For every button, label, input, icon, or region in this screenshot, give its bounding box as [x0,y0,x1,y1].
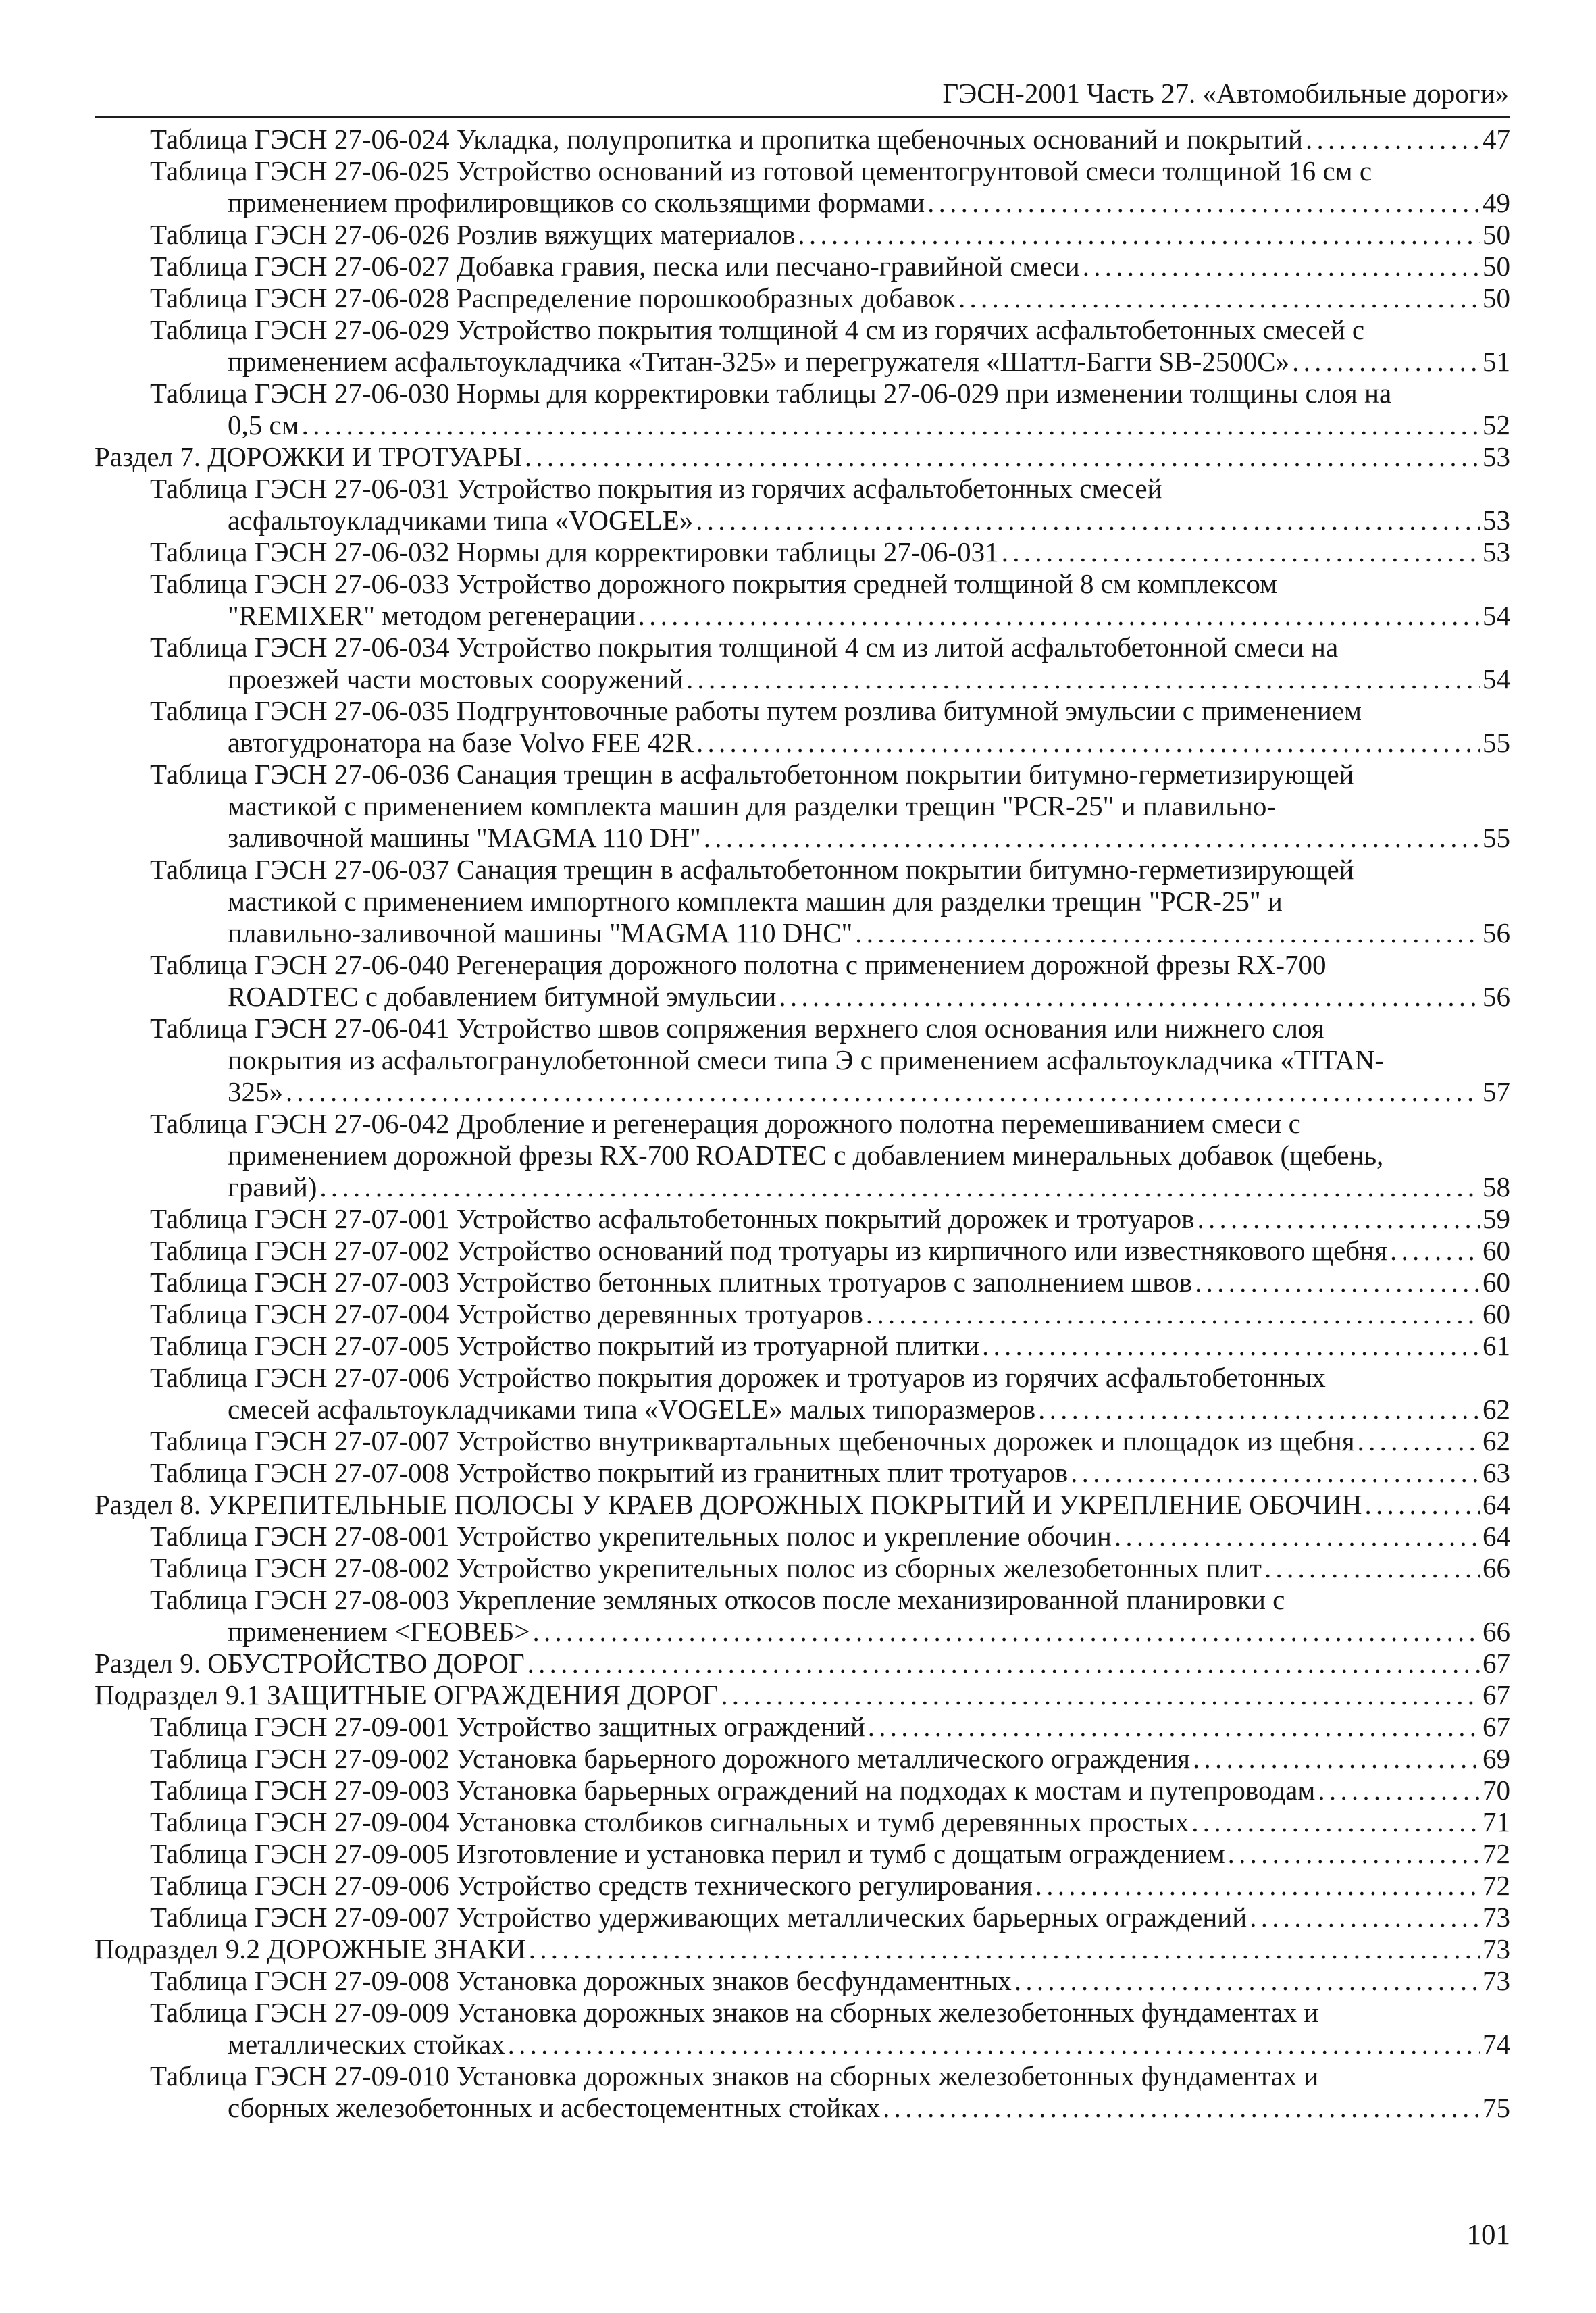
toc-entry-title: Таблица ГЭСН 27-06-024 Укладка, полупропитка и пропитка щебеночных оснований и покрытий [150,124,1303,155]
toc-table-entry[interactable] [0,759,1596,854]
header-rule [95,116,1510,118]
toc-page-number: 56 [1483,917,1510,948]
toc-entry-title: применением асфальтоукладчика «Титан-325» и перегружателя «Шаттл-Багги SB-2500С» [228,346,1290,377]
dot-leader [958,282,1480,314]
toc-page-number: 71 [1483,1806,1510,1837]
toc-table-entry[interactable] [0,1743,1596,1775]
dot-leader [696,727,1480,759]
toc-entry-line [228,1394,1510,1425]
toc-table-entry[interactable] [0,695,1596,759]
toc-entry-line [228,917,1510,949]
toc-table-entry[interactable] [0,1838,1596,1870]
toc-page-number: 50 [1483,282,1510,313]
toc-entry-line [150,1965,1510,1997]
toc-entry-title: Раздел 9. ОБУСТРОЙСТВО ДОРОГ [95,1648,525,1679]
dot-leader [927,187,1480,219]
toc-page-number: 62 [1483,1394,1510,1425]
toc-section-entry[interactable] [0,1933,1596,1965]
toc-table-entry[interactable] [0,282,1596,314]
toc-page-number: 72 [1483,1838,1510,1869]
toc-entry-line: Таблица ГЭСН 27-06-037 Санация трещин в асфальтобетонном покрытии битумно-герметизирующей [150,854,1354,885]
toc-page-number: 75 [1483,2092,1510,2123]
toc-entry-title: Таблица ГЭСН 27-07-003 Устройство бетонных плитных тротуаров с заполнением швов [150,1267,1193,1298]
toc-entry-title: Таблица ГЭСН 27-09-006 Устройство средств технического регулирования [150,1870,1033,1901]
toc-table-entry[interactable] [0,1711,1596,1743]
toc-entry-title: плавильно-заливочной машины "MAGMA 110 DHC" [228,917,853,948]
toc-entry-title: Раздел 7. ДОРОЖКИ И ТРОТУАРЫ [95,441,522,472]
toc-page-number: 60 [1483,1235,1510,1266]
toc-section-entry[interactable] [0,1679,1596,1711]
toc-table-entry[interactable] [0,473,1596,536]
dot-leader [704,822,1480,854]
dot-leader [286,1076,1480,1108]
toc-entry-line: мастикой с применением импортного комплекта машин для разделки трещин "PCR-25" и [228,886,1283,917]
toc-page-number: 55 [1483,822,1510,853]
toc-table-entry[interactable] [0,1267,1596,1298]
toc-entry-title: Таблица ГЭСН 27-09-001 Устройство защитных ограждений [150,1711,865,1742]
dot-leader [302,409,1480,441]
toc-entry-title: "REMIXER" методом регенерации [228,600,636,631]
dot-leader [721,1679,1480,1711]
toc-page-number: 73 [1483,1902,1510,1933]
toc-entry-title: Таблица ГЭСН 27-09-008 Установка дорожных знаков бесфундаментных [150,1965,1012,1996]
toc-entry-line: Таблица ГЭСН 27-06-025 Устройство оснований из готовой цементогрунтовой смеси толщиной 16 см с [150,155,1372,186]
toc-table-entry[interactable] [0,1298,1596,1330]
toc-entry-line [150,1806,1510,1838]
dot-leader [1358,1425,1480,1457]
toc-entry-title: 0,5 см [228,409,299,440]
toc-entry-line [150,1203,1510,1235]
dot-leader [319,1171,1480,1203]
toc-page-number: 64 [1483,1521,1510,1552]
dot-leader [868,1711,1480,1743]
toc-entry-line [228,600,1510,632]
toc-table-entry[interactable] [0,1521,1596,1552]
toc-entry-line: Таблица ГЭСН 27-06-036 Санация трещин в асфальтобетонном покрытии битумно-герметизирующей [150,759,1354,790]
toc-entry-line [150,1267,1510,1298]
toc-entry-title: Подраздел 9.2 ДОРОЖНЫЕ ЗНАКИ [95,1933,526,1964]
dot-leader [1014,1965,1480,1997]
toc-entry-line: Таблица ГЭСН 27-09-010 Установка дорожных знаков на сборных железобетонных фундаментах и [150,2060,1319,2091]
toc-page-number: 70 [1483,1775,1510,1806]
toc-table-entry[interactable] [0,1425,1596,1457]
toc-entry-line: покрытия из асфальтогранулобетонной смеси типа Э с применением асфальтоукладчика «TITAN- [228,1044,1385,1075]
toc-entry-line [228,346,1510,378]
toc-table-entry[interactable] [0,1997,1596,2060]
dot-leader [1191,1806,1480,1838]
dot-leader [1083,251,1480,282]
toc-entry-line [228,663,1510,695]
toc-page-number: 67 [1483,1711,1510,1742]
toc-page-number: 51 [1483,346,1510,377]
toc-entry-title: Таблица ГЭСН 27-09-007 Устройство удерживающих металлических барьерных ограждений [150,1902,1247,1933]
toc-page-number: 74 [1483,2029,1510,2060]
toc-page-number: 58 [1483,1171,1510,1202]
toc-entry-title: ROADTEC с добавлением битумной эмульсии [228,981,777,1012]
toc-page-number: 69 [1483,1743,1510,1774]
toc-entry-line [150,1425,1510,1457]
toc-entry-title: Таблица ГЭСН 27-06-026 Розлив вяжущих материалов [150,219,796,250]
dot-leader [798,219,1480,251]
toc-entry-title: Таблица ГЭСН 27-08-001 Устройство укрепительных полос и укрепление обочин [150,1521,1112,1552]
toc-entry-line [228,1616,1510,1648]
toc-entry-line [95,441,1510,473]
toc-table-entry[interactable] [0,1552,1596,1584]
toc-section-entry[interactable] [0,1648,1596,1679]
dot-leader [529,1933,1480,1965]
dot-leader [1035,1870,1480,1902]
toc-table-entry[interactable] [0,155,1596,219]
toc-entry-title: Подраздел 9.1 ЗАЩИТНЫЕ ОГРАЖДЕНИЯ ДОРОГ [95,1679,719,1710]
dot-leader [525,441,1480,473]
toc-table-entry[interactable] [0,2060,1596,2124]
toc-entry-line [150,1775,1510,1806]
toc-entry-line [150,1521,1510,1552]
page-number: 101 [1466,2219,1510,2251]
toc-entry-line [150,124,1510,155]
toc-entry-line: Таблица ГЭСН 27-06-041 Устройство швов сопряжения верхнего слоя основания или нижнего слоя [150,1013,1324,1044]
toc-entry-line [95,1933,1510,1965]
toc-entry-title: сборных железобетонных и асбестоцементных стойках [228,2092,881,2123]
toc-entry-line [150,1902,1510,1933]
dot-leader [532,1616,1480,1648]
dot-leader [1195,1267,1480,1298]
toc-entry-line [150,1330,1510,1362]
toc-page-number: 57 [1483,1076,1510,1107]
toc-entry-line [228,2029,1510,2060]
toc-table-entry[interactable] [0,1584,1596,1648]
toc-table-entry[interactable] [0,1870,1596,1902]
toc-entry-title: автогудронатора на базе Volvo FEE 42R [228,727,694,758]
toc-table-entry[interactable] [0,1775,1596,1806]
toc-page-number: 73 [1483,1933,1510,1964]
toc-page-number: 47 [1483,124,1510,155]
toc-entry-line [150,1235,1510,1267]
toc-entry-line: применением дорожной фрезы RX-700 ROADTEC с добавлением минеральных добавок (щебень, [228,1140,1384,1171]
toc-entry-line: Таблица ГЭСН 27-06-042 Дробление и регенерация дорожного полотна перемешиванием смеси с [150,1108,1301,1139]
toc-table-entry[interactable] [0,1457,1596,1489]
toc-entry-title: асфальтоукладчиками типа «VOGELE» [228,505,694,536]
dot-leader [686,663,1480,695]
toc-entry-line [150,1298,1510,1330]
toc-table-entry[interactable] [0,1013,1596,1108]
toc-entry-line [228,981,1510,1013]
dot-leader [982,1330,1480,1362]
toc-entry-title: Таблица ГЭСН 27-09-002 Установка барьерного дорожного металлического ограждения [150,1743,1190,1774]
toc-entry-line: Таблица ГЭСН 27-06-034 Устройство покрытия толщиной 4 см из литой асфальтобетонной смеси на [150,632,1339,663]
toc-page-number: 67 [1483,1648,1510,1679]
toc-table-entry[interactable] [0,314,1596,378]
toc-page-number: 49 [1483,187,1510,218]
toc-entry-line [150,1743,1510,1775]
toc-page-number: 66 [1483,1552,1510,1583]
toc-entry-title: 325» [228,1076,283,1107]
toc-page-number: 67 [1483,1679,1510,1710]
toc-table-entry[interactable] [0,854,1596,949]
toc-table-entry[interactable] [0,949,1596,1013]
toc-entry-line [150,1838,1510,1870]
dot-leader [1228,1838,1480,1870]
toc-entry-line [228,1171,1510,1203]
toc-entry-title: гравий) [228,1171,317,1202]
toc-page-number: 53 [1483,536,1510,567]
toc-table-entry[interactable] [0,1235,1596,1267]
toc-entry-line [150,536,1510,568]
toc-entry-title: заливочной машины "MAGMA 110 DH" [228,822,701,853]
toc-entry-title: Таблица ГЭСН 27-06-028 Распределение порошкообразных добавок [150,282,956,313]
toc-page-number: 55 [1483,727,1510,758]
dot-leader [1250,1902,1480,1933]
toc-entry-title: Таблица ГЭСН 27-07-004 Устройство деревянных тротуаров [150,1298,863,1329]
toc-entry-title: Раздел 8. УКРЕПИТЕЛЬНЫЕ ПОЛОСЫ У КРАЕВ ДОРОЖНЫХ ПОКРЫТИЙ И УКРЕПЛЕНИЕ ОБОЧИН [95,1489,1362,1520]
toc-page-number: 61 [1483,1330,1510,1361]
toc-page-number: 63 [1483,1457,1510,1488]
toc-entry-line [150,1870,1510,1902]
toc-entry-title: применением профилировщиков со скользящими формами [228,187,925,218]
toc-entry-line: Таблица ГЭСН 27-06-030 Нормы для корректировки таблицы 27-06-029 при изменении толщины слоя на [150,378,1392,409]
toc-table-entry[interactable] [0,1806,1596,1838]
toc-entry-line [228,727,1510,759]
toc-table-entry[interactable] [0,1362,1596,1425]
toc-table-entry[interactable] [0,1203,1596,1235]
toc-page-number: 53 [1483,441,1510,472]
toc-entry-line [150,1457,1510,1489]
toc-entry-line [150,219,1510,251]
toc-table-entry[interactable] [0,632,1596,695]
toc-entry-title: металлических стойках [228,2029,505,2060]
toc-table-entry[interactable] [0,219,1596,251]
toc-table-entry[interactable] [0,568,1596,632]
toc-entry-line: Таблица ГЭСН 27-09-009 Установка дорожных знаков на сборных железобетонных фундаментах и [150,1997,1319,2028]
toc-page-number: 60 [1483,1298,1510,1329]
toc-entry-line [228,822,1510,854]
dot-leader [638,600,1480,632]
dot-leader [1071,1457,1480,1489]
dot-leader [866,1298,1480,1330]
toc-entry-title: Таблица ГЭСН 27-06-027 Добавка гравия, песка или песчано-гравийной смеси [150,251,1080,282]
toc-entry-line [228,2092,1510,2124]
dot-leader [1114,1521,1480,1552]
toc-table-entry[interactable] [0,1108,1596,1203]
toc-table-entry[interactable] [0,124,1596,155]
toc-page-number: 60 [1483,1267,1510,1298]
toc-entry-title: Таблица ГЭСН 27-07-007 Устройство внутриквартальных щебеночных дорожек и площадок из щебня [150,1425,1355,1456]
toc-entry-line: Таблица ГЭСН 27-06-033 Устройство дорожного покрытия средней толщиной 8 см комплексом [150,568,1278,599]
toc-entry-line [95,1648,1510,1679]
dot-leader [883,2092,1480,2124]
toc-page-number: 62 [1483,1425,1510,1456]
toc-entry-title: смесей асфальтоукладчиками типа «VOGELE» малых типоразмеров [228,1394,1036,1425]
toc-entry-line [228,409,1510,441]
toc-entry-line [150,251,1510,282]
toc-entry-line: Таблица ГЭСН 27-06-031 Устройство покрытия из горячих асфальтобетонных смесей [150,473,1162,504]
toc-table-entry[interactable] [0,1902,1596,1933]
toc-page-number: 56 [1483,981,1510,1012]
dot-leader [779,981,1480,1013]
toc-entry-line: Таблица ГЭСН 27-06-040 Регенерация дорожного полотна с применением дорожной фрезы RX-700 [150,949,1327,980]
toc-page-number: 50 [1483,251,1510,282]
dot-leader [1318,1775,1480,1806]
dot-leader [1197,1203,1480,1235]
toc-entry-title: Таблица ГЭСН 27-09-003 Установка барьерных ограждений на подходах к мостам и путепроводам [150,1775,1316,1806]
dot-leader [1193,1743,1480,1775]
toc-entry-line [228,505,1510,536]
toc-entry-title: проезжей части мостовых сооружений [228,663,684,694]
toc-entry-line [150,1552,1510,1584]
dot-leader [508,2029,1480,2060]
dot-leader [1038,1394,1480,1425]
dot-leader [696,505,1480,536]
toc-page-number: 52 [1483,409,1510,440]
toc-entry-line [228,187,1510,219]
dot-leader [1002,536,1480,568]
running-header: ГЭСН-2001 Часть 27. «Автомобильные дороги» [942,78,1509,109]
toc-entry-title: Таблица ГЭСН 27-06-032 Нормы для корректировки таблицы 27-06-031 [150,536,999,567]
toc-entry-line: мастикой с применением комплекта машин для разделки трещин "PCR-25" и плавильно- [228,790,1276,821]
toc-section-entry[interactable] [0,441,1596,473]
dot-leader [1365,1489,1480,1521]
toc-entry-line [95,1679,1510,1711]
dot-leader [1292,346,1480,378]
toc-page-number: 73 [1483,1965,1510,1996]
dot-leader [527,1648,1480,1679]
toc-entry-title: применением <ГЕОВЕБ> [228,1616,530,1647]
toc-entry-title: Таблица ГЭСН 27-07-001 Устройство асфальтобетонных покрытий дорожек и тротуаров [150,1203,1195,1234]
toc-table-entry[interactable] [0,536,1596,568]
toc-entry-title: Таблица ГЭСН 27-09-004 Установка столбиков сигнальных и тумб деревянных простых [150,1806,1189,1837]
toc-page-number: 64 [1483,1489,1510,1520]
dot-leader [1306,124,1480,155]
toc-page-number: 66 [1483,1616,1510,1647]
toc-entry-line: Таблица ГЭСН 27-07-006 Устройство покрытия дорожек и тротуаров из горячих асфальтобетонных [150,1362,1326,1393]
toc-entry-line: Таблица ГЭСН 27-08-003 Укрепление земляных откосов после механизированной планировки с [150,1584,1285,1615]
toc-entry-title: Таблица ГЭСН 27-09-005 Изготовление и установка перил и тумб с дощатым ограждением [150,1838,1225,1869]
toc-page-number: 53 [1483,505,1510,536]
toc-entry-title: Таблица ГЭСН 27-08-002 Устройство укрепительных полос из сборных железобетонных плит [150,1552,1262,1583]
toc-page-number: 72 [1483,1870,1510,1901]
toc-table-entry[interactable] [0,378,1596,441]
toc-entry-line [95,1489,1510,1521]
dot-leader [1390,1235,1480,1267]
toc-section-entry[interactable] [0,1489,1596,1521]
toc-table-entry[interactable] [0,1330,1596,1362]
toc-entry-title: Таблица ГЭСН 27-07-008 Устройство покрытий из гранитных плит тротуаров [150,1457,1069,1488]
dot-leader [855,917,1480,949]
toc-page-number: 59 [1483,1203,1510,1234]
dot-leader [1264,1552,1480,1584]
table-of-contents [0,124,1596,2124]
toc-entry-title: Таблица ГЭСН 27-07-005 Устройство покрытий из тротуарной плитки [150,1330,979,1361]
toc-entry-line [150,1711,1510,1743]
toc-page-number: 54 [1483,600,1510,631]
toc-entry-line [228,1076,1510,1108]
toc-entry-title: Таблица ГЭСН 27-07-002 Устройство оснований под тротуары из кирпичного или известнякового щебня [150,1235,1387,1266]
toc-page-number: 50 [1483,219,1510,250]
toc-entry-line: Таблица ГЭСН 27-06-035 Подгрунтовочные работы путем розлива битумной эмульсии с применением [150,695,1362,726]
toc-entry-line: Таблица ГЭСН 27-06-029 Устройство покрытия толщиной 4 см из горячих асфальтобетонных смесей с [150,314,1365,345]
toc-table-entry[interactable] [0,251,1596,282]
toc-table-entry[interactable] [0,1965,1596,1997]
toc-page-number: 54 [1483,663,1510,694]
toc-entry-line [150,282,1510,314]
